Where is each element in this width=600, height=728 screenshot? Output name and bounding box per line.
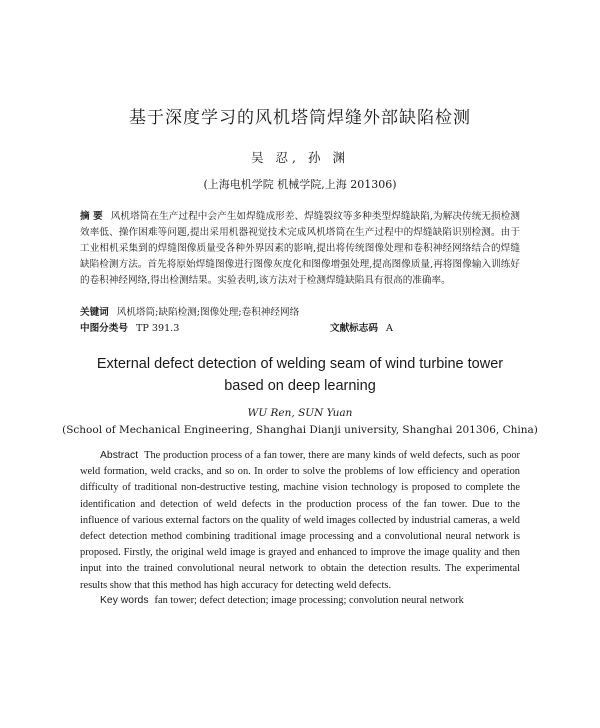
- keywords-english-label: Key words: [100, 595, 149, 606]
- clc-value: TP 391.3: [135, 323, 180, 334]
- title-chinese: 基于深度学习的风机塔筒焊缝外部缺陷检测: [129, 108, 471, 128]
- document-code: [330, 321, 393, 337]
- abstract-english-label: Abstract: [100, 450, 139, 461]
- abstract-chinese-label: 摘 要: [80, 211, 103, 222]
- abstract-chinese: [80, 209, 520, 289]
- authors-english: WU Ren, SUN Yuan: [247, 407, 353, 419]
- keywords-chinese-label: 关键词: [80, 307, 109, 318]
- title-english-line-1: External defect detection of welding seam of wind turbine tower: [96, 356, 504, 372]
- authors-chinese: 吴 忍, 孙 渊: [251, 150, 349, 165]
- keywords-english-text: fan tower; defect detection; image processing; convolution neural network: [154, 595, 464, 606]
- abstract-chinese-text: 风机塔筒在生产过程中会产生如焊缝成形差、焊缝裂纹等多种类型焊缝缺陷,为解决传统无损检测效率低、操作困难等问题,提出采用机器视觉技术完成风机塔筒在生产过程中的焊缝缺陷识别检测。由于工业相机采集到的焊缝图像质量受各种外界因素的影响,提出将传统图像处理和卷积神经网络结合的焊缝缺陷检测方法。首先将原始焊缝图像进行图像灰度化和图像增强处理,提高图像质量,再将图像输入训练好的卷积神经网络,得出检测结果。实验表明,该方法对于检测焊缝缺陷具有很高的准确率。: [80, 211, 520, 286]
- affiliation-english: (School of Mechanical Engineering, Shanghai Dianji university, Shanghai 201306, China): [62, 424, 538, 436]
- abstract-english-text: The production process of a fan tower, there are many kinds of weld defects, such as poor weld formation, weld cracks, and so on. In order to solve the problems of low efficiency and operation difficulty of traditional non-destructive testing, machine vision technology is proposed to complete the identification and detection of weld defects in the production process of the fan tower. Due to the influence of various external factors on the quality of weld images collected by industrial cameras, a weld defect detection method combining traditional image processing and a convolutional neural network is proposed. Firstly, the original weld image is grayed and enhanced to improve the image quality and then input into the trained convolutional neural network to obtain the detection results. The experimental results show that this method has high accuracy for detecting weld defects.: [80, 450, 520, 591]
- title-english-line-2: based on deep learning: [224, 378, 376, 394]
- doc-code-label: 文献标志码: [330, 323, 378, 334]
- title-english: [0, 353, 600, 397]
- keywords-english: [100, 593, 530, 609]
- keywords-chinese: [80, 305, 520, 321]
- keywords-chinese-text: 风机塔筒;缺陷检测;图像处理;卷积神经网络: [116, 307, 300, 318]
- clc-label: 中图分类号: [80, 323, 128, 334]
- affiliation-chinese: (上海电机学院 机械学院,上海 201306): [203, 178, 397, 191]
- doc-code-value: A: [385, 323, 393, 334]
- classification-row: [80, 321, 520, 337]
- abstract-english: [80, 448, 520, 594]
